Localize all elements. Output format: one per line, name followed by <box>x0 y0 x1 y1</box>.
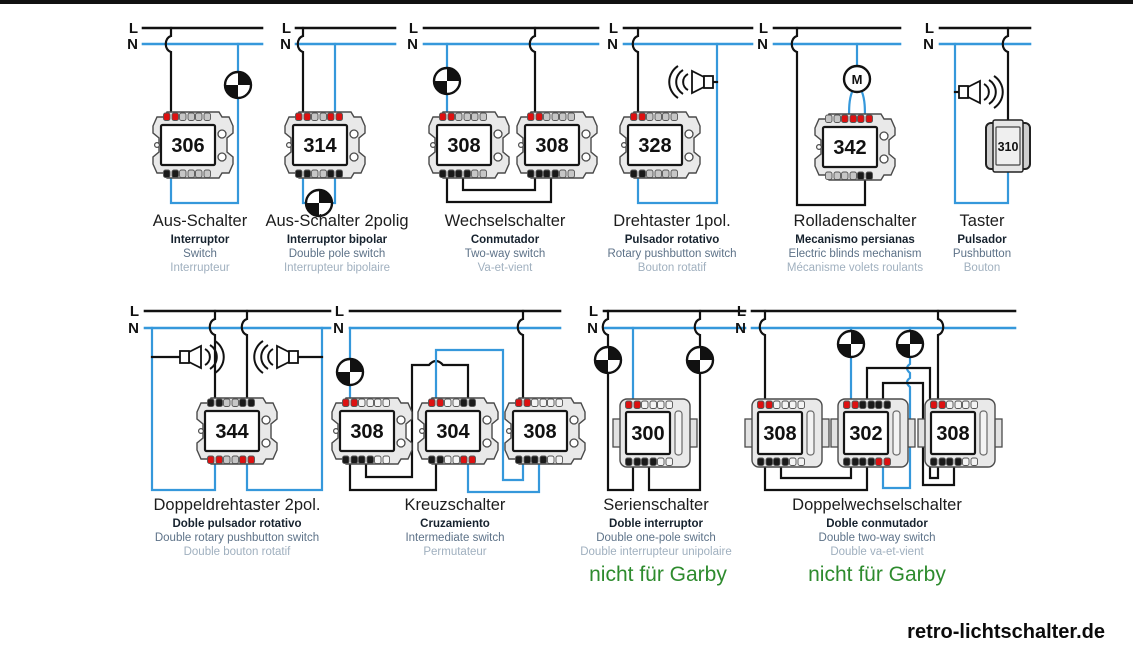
label-fr: Interrupteur <box>170 262 230 274</box>
lamp-icon <box>687 347 713 373</box>
label-en: Electric blinds mechanism <box>788 248 922 260</box>
wire <box>530 28 535 119</box>
device-number: 308 <box>936 423 970 445</box>
wire <box>760 311 765 407</box>
device-308-b <box>505 398 585 464</box>
diagram-aus-schalter-2polig <box>265 20 408 274</box>
device-number: 308 <box>350 421 384 443</box>
l-label: L <box>758 20 768 37</box>
device-308-a <box>332 398 412 464</box>
device-304 <box>418 398 498 464</box>
label-fr: Va-et-vient <box>477 262 533 274</box>
device-number: 308 <box>535 135 569 157</box>
device-number: 342 <box>833 137 867 159</box>
device-342 <box>815 114 895 180</box>
l-label: L <box>408 20 418 37</box>
diagram-title: Kreuzschalter <box>404 496 506 514</box>
wire <box>242 311 247 405</box>
buzzer-icon <box>669 66 713 98</box>
wire <box>166 28 171 119</box>
garby-note: nicht für Garby <box>589 563 727 586</box>
diagram-title: Doppeldrehtaster 2pol. <box>153 496 321 514</box>
device-308-b <box>918 399 1002 467</box>
label-fr: Double va-et-vient <box>830 546 924 558</box>
diagram-rolladenschalter <box>757 20 923 274</box>
diagram-title: Serienschalter <box>603 496 709 514</box>
l-label: L <box>608 20 618 37</box>
device-number: 310 <box>997 140 1019 154</box>
diagram-title: Taster <box>959 212 1005 230</box>
label-es: Mecanismo persianas <box>795 234 915 246</box>
diagram-title: Rolladenschalter <box>793 212 917 230</box>
l-label: L <box>281 20 291 37</box>
device-302 <box>831 399 915 467</box>
l-label: L <box>924 20 934 37</box>
device-310 <box>986 120 1030 172</box>
label-en: Intermediate switch <box>405 532 505 544</box>
label-es: Doble conmutador <box>826 518 928 530</box>
lamp-icon <box>838 331 864 357</box>
n-label: N <box>128 320 139 337</box>
device-number: 328 <box>638 135 672 157</box>
site-logo: retro-lichtschalter.de <box>907 621 1105 643</box>
l-label: L <box>588 303 598 320</box>
device-number: 314 <box>303 135 337 157</box>
lamp-icon <box>434 68 460 94</box>
device-308-a <box>745 399 829 467</box>
l-label: L <box>334 303 344 320</box>
wire <box>518 311 523 405</box>
diagram-serienschalter <box>580 303 745 586</box>
label-en: Switch <box>183 248 217 260</box>
label-en: Double two-way switch <box>818 532 936 544</box>
l-label: L <box>736 303 746 320</box>
diagram-doppeldrehtaster-2pol <box>128 303 330 558</box>
lamp-icon <box>897 331 923 357</box>
label-fr: Mécanisme volets roulants <box>786 262 924 274</box>
l-label: L <box>128 20 138 37</box>
device-number: 308 <box>523 421 557 443</box>
label-es: Doble interruptor <box>609 518 703 530</box>
wire <box>938 311 943 407</box>
diagram-title: Doppelwechselschalter <box>792 496 962 514</box>
diagram-title: Aus-Schalter <box>152 212 248 230</box>
diagram-wechselschalter <box>407 20 598 274</box>
label-fr: Double interrupteur unipolaire <box>580 546 732 558</box>
device-number: 302 <box>849 423 883 445</box>
label-es: Cruzamiento <box>420 518 490 530</box>
n-label: N <box>757 36 768 53</box>
device-number: 304 <box>436 421 470 443</box>
diagram-doppelwechselschalter <box>735 303 1015 586</box>
garby-note: nicht für Garby <box>808 563 946 586</box>
diagram-aus-schalter <box>127 20 262 274</box>
label-fr: Interrupteur bipolaire <box>283 262 391 274</box>
n-label: N <box>333 320 344 337</box>
label-en: Pushbutton <box>952 248 1012 260</box>
wire <box>633 28 638 119</box>
diagram-title: Wechselschalter <box>444 212 566 230</box>
lamp-icon <box>337 359 363 385</box>
device-number: 344 <box>215 421 249 443</box>
label-es: Interruptor bipolar <box>286 234 388 246</box>
device-328 <box>620 112 700 178</box>
wire <box>298 28 303 119</box>
device-306 <box>153 112 233 178</box>
n-label: N <box>280 36 291 53</box>
label-en: Double one-pole switch <box>596 532 716 544</box>
lamp-icon <box>225 72 251 98</box>
device-314 <box>285 112 365 178</box>
motor-label: M <box>851 72 863 87</box>
diagram-taster <box>923 20 1030 274</box>
label-fr: Permutateur <box>423 546 487 558</box>
buzzer-icon <box>180 341 224 373</box>
label-fr: Double bouton rotatif <box>183 546 291 558</box>
label-en: Double rotary pushbutton switch <box>154 532 320 544</box>
device-number: 308 <box>763 423 797 445</box>
diagram-title: Drehtaster 1pol. <box>613 212 731 230</box>
device-number: 308 <box>447 135 481 157</box>
label-es: Conmutador <box>470 234 540 246</box>
n-label: N <box>127 36 138 53</box>
device-308-left <box>429 112 509 178</box>
diagram-kreuzschalter <box>332 303 585 558</box>
device-308-right <box>517 112 597 178</box>
n-label: N <box>607 36 618 53</box>
device-344 <box>197 398 277 464</box>
l-label: L <box>129 303 139 320</box>
device-300 <box>613 399 697 467</box>
n-label: N <box>923 36 934 53</box>
page-top-border <box>0 0 1133 4</box>
buzzer-icon <box>959 76 1003 108</box>
n-label: N <box>407 36 418 53</box>
label-en: Two-way switch <box>464 248 546 260</box>
label-es: Pulsador <box>957 234 1007 246</box>
label-en: Rotary pushbutton switch <box>607 248 737 260</box>
device-number: 306 <box>171 135 205 157</box>
label-es: Doble pulsador rotativo <box>172 518 302 530</box>
n-label: N <box>587 320 598 337</box>
diagram-title: Aus-Schalter 2polig <box>265 212 409 230</box>
device-number: 300 <box>631 423 665 445</box>
label-es: Interruptor <box>170 234 230 246</box>
diagram-drehtaster-1pol <box>607 20 752 274</box>
label-fr: Bouton rotatif <box>637 262 707 274</box>
wire <box>1003 28 1008 122</box>
label-en: Double pole switch <box>288 248 386 260</box>
n-label: N <box>735 320 746 337</box>
label-fr: Bouton <box>963 262 1001 274</box>
lamp-icon <box>595 347 621 373</box>
buzzer-icon <box>254 341 298 373</box>
label-es: Pulsador rotativo <box>624 234 720 246</box>
